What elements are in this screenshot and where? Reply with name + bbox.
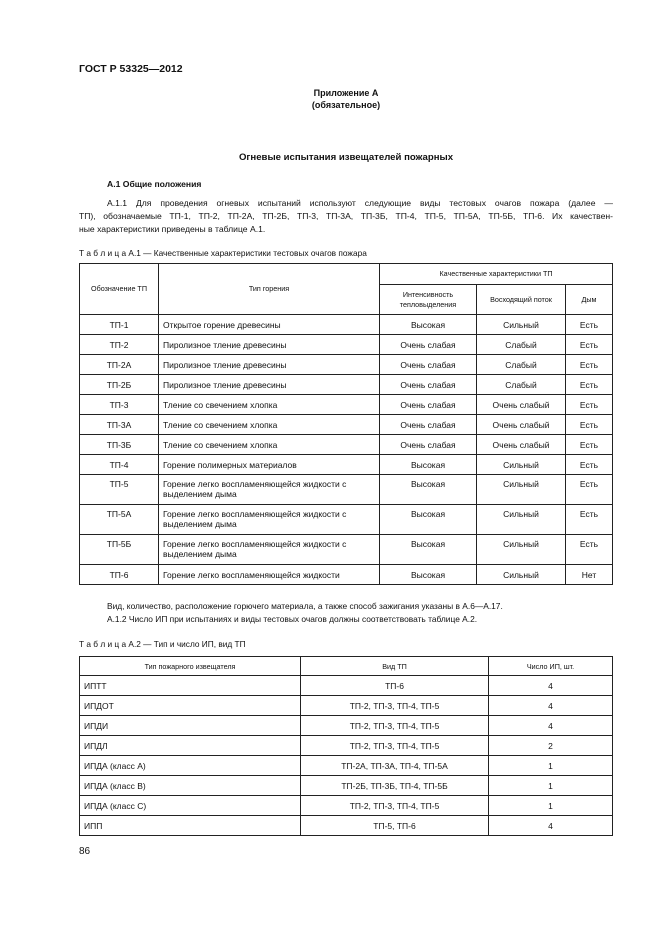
table-row xyxy=(80,676,613,696)
cell-fire-type: ТП-2, ТП-3, ТП-4, ТП-5 xyxy=(301,796,489,816)
cell-smoke: Есть xyxy=(566,375,613,395)
cell-updraft: Сильный xyxy=(477,565,566,585)
cell-smoke: Есть xyxy=(566,535,613,565)
document-id: ГОСТ Р 53325—2012 xyxy=(79,63,183,75)
cell-updraft: Очень слабый xyxy=(477,415,566,435)
cell-smoke: Есть xyxy=(566,315,613,335)
cell-designation: ТП-3Б xyxy=(80,435,159,455)
cell-combustion-type: Пиролизное тление древесины xyxy=(159,335,380,355)
table-row xyxy=(80,355,613,375)
cell-combustion-type: Горение легко воспламеняющейся жидкости с выделением дыма xyxy=(159,475,380,505)
table-row xyxy=(80,796,613,816)
cell-designation: ТП-2 xyxy=(80,335,159,355)
cell-detector-type: ИПДА (класс С) xyxy=(80,796,301,816)
cell-combustion-type: Пиролизное тление древесины xyxy=(159,355,380,375)
table1-caption: Т а б л и ц а А.1 — Качественные характеристики тестовых очагов пожара xyxy=(79,248,367,258)
section-title: Огневые испытания извещателей пожарных xyxy=(238,152,454,163)
header-combustion-type: Тип горения xyxy=(159,264,380,315)
cell-intensity: Очень слабая xyxy=(380,435,477,455)
cell-count: 1 xyxy=(489,756,613,776)
header-intensity: Интенсивность тепловыделения xyxy=(380,285,477,315)
cell-smoke: Нет xyxy=(566,565,613,585)
cell-detector-type: ИПТТ xyxy=(80,676,301,696)
cell-count: 1 xyxy=(489,796,613,816)
cell-fire-type: ТП-5, ТП-6 xyxy=(301,816,489,836)
cell-intensity: Высокая xyxy=(380,455,477,475)
header-fire-type: Вид ТП xyxy=(301,657,489,676)
table-row xyxy=(80,756,613,776)
paragraph-line: ные характеристики приведены в таблице А.1. xyxy=(79,224,266,234)
cell-intensity: Высокая xyxy=(380,505,477,535)
cell-updraft: Сильный xyxy=(477,535,566,565)
header-qualitative: Качественные характеристики ТП xyxy=(380,264,613,285)
cell-smoke: Есть xyxy=(566,455,613,475)
table-row xyxy=(80,475,613,505)
table-a1 xyxy=(79,263,613,585)
cell-fire-type: ТП-2А, ТП-3А, ТП-4, ТП-5А xyxy=(301,756,489,776)
cell-designation: ТП-1 xyxy=(80,315,159,335)
cell-combustion-type: Тление со свечением хлопка xyxy=(159,395,380,415)
cell-designation: ТП-5Б xyxy=(80,535,159,565)
cell-count: 1 xyxy=(489,776,613,796)
cell-intensity: Очень слабая xyxy=(380,375,477,395)
cell-intensity: Высокая xyxy=(380,475,477,505)
cell-detector-type: ИПДА (класс А) xyxy=(80,756,301,776)
cell-updraft: Сильный xyxy=(477,455,566,475)
page-number: 86 xyxy=(79,846,91,857)
cell-updraft: Слабый xyxy=(477,355,566,375)
subsection-title: А.1 Общие положения xyxy=(107,179,202,189)
cell-designation: ТП-4 xyxy=(80,455,159,475)
cell-intensity: Очень слабая xyxy=(380,395,477,415)
cell-intensity: Высокая xyxy=(380,565,477,585)
cell-updraft: Очень слабый xyxy=(477,435,566,455)
cell-designation: ТП-5А xyxy=(80,505,159,535)
cell-updraft: Слабый xyxy=(477,375,566,395)
cell-combustion-type: Пиролизное тление древесины xyxy=(159,375,380,395)
cell-updraft: Сильный xyxy=(477,475,566,505)
table-row xyxy=(80,415,613,435)
header-updraft: Восходящий поток xyxy=(477,285,566,315)
cell-detector-type: ИПДИ xyxy=(80,716,301,736)
annex-title: Приложение А xyxy=(313,88,379,98)
cell-intensity: Очень слабая xyxy=(380,415,477,435)
cell-count: 4 xyxy=(489,816,613,836)
table-row xyxy=(80,395,613,415)
table-row xyxy=(80,315,613,335)
cell-combustion-type: Тление со свечением хлопка xyxy=(159,415,380,435)
cell-designation: ТП-2Б xyxy=(80,375,159,395)
cell-designation: ТП-2А xyxy=(80,355,159,375)
cell-fire-type: ТП-2, ТП-3, ТП-4, ТП-5 xyxy=(301,696,489,716)
cell-combustion-type: Горение легко воспламеняющейся жидкости xyxy=(159,565,380,585)
header-smoke: Дым xyxy=(566,285,613,315)
annex-subtitle: (обязательное) xyxy=(311,100,381,110)
annex-heading xyxy=(79,87,613,111)
cell-intensity: Высокая xyxy=(380,315,477,335)
table2-caption: Т а б л и ц а А.2 — Тип и число ИП, вид ТП xyxy=(79,639,246,649)
cell-detector-type: ИПДА (класс В) xyxy=(80,776,301,796)
paragraph-line: ТП), обозначаемые ТП-1, ТП-2, ТП-2А, ТП-2Б, ТП-3, ТП-3А, ТП-3Б, ТП-4, ТП-5, ТП-5А, ТП-5Б, ТП-6. Их качествен- xyxy=(79,211,613,221)
cell-smoke: Есть xyxy=(566,355,613,375)
cell-designation: ТП-6 xyxy=(80,565,159,585)
cell-count: 4 xyxy=(489,676,613,696)
cell-combustion-type: Горение легко воспламеняющейся жидкости с выделением дыма xyxy=(159,535,380,565)
cell-detector-type: ИПП xyxy=(80,816,301,836)
cell-smoke: Есть xyxy=(566,475,613,505)
cell-fire-type: ТП-6 xyxy=(301,676,489,696)
cell-designation: ТП-3А xyxy=(80,415,159,435)
header-designation: Обозначение ТП xyxy=(80,264,159,315)
cell-count: 4 xyxy=(489,696,613,716)
cell-updraft: Слабый xyxy=(477,335,566,355)
cell-smoke: Есть xyxy=(566,435,613,455)
cell-smoke: Есть xyxy=(566,335,613,355)
cell-intensity: Очень слабая xyxy=(380,335,477,355)
header-detector-type: Тип пожарного извещателя xyxy=(80,657,301,676)
table-row xyxy=(80,776,613,796)
cell-combustion-type: Горение полимерных материалов xyxy=(159,455,380,475)
paragraph-a12: А.1.2 Число ИП при испытаниях и виды тестовых очагов должны соответствовать таблице А.2. xyxy=(107,614,478,624)
cell-combustion-type: Открытое горение древесины xyxy=(159,315,380,335)
table-row xyxy=(80,736,613,756)
table-row xyxy=(80,455,613,475)
cell-combustion-type: Горение легко воспламеняющейся жидкости с выделением дыма xyxy=(159,505,380,535)
cell-updraft: Сильный xyxy=(477,505,566,535)
table-row xyxy=(80,505,613,535)
cell-count: 2 xyxy=(489,736,613,756)
cell-detector-type: ИПДЛ xyxy=(80,736,301,756)
cell-fire-type: ТП-2, ТП-3, ТП-4, ТП-5 xyxy=(301,716,489,736)
paragraph-line: А.1.1 Для проведения огневых испытаний используют следующие виды тестовых очагов пожара (далее — xyxy=(107,198,613,208)
cell-intensity: Очень слабая xyxy=(380,355,477,375)
cell-designation: ТП-5 xyxy=(80,475,159,505)
cell-detector-type: ИПДОТ xyxy=(80,696,301,716)
cell-updraft: Очень слабый xyxy=(477,395,566,415)
cell-smoke: Есть xyxy=(566,505,613,535)
cell-fire-type: ТП-2, ТП-3, ТП-4, ТП-5 xyxy=(301,736,489,756)
table-row xyxy=(80,816,613,836)
cell-smoke: Есть xyxy=(566,415,613,435)
table-row xyxy=(80,696,613,716)
table-row xyxy=(80,535,613,565)
paragraph-a11 xyxy=(79,197,613,236)
cell-count: 4 xyxy=(489,716,613,736)
table-row xyxy=(80,435,613,455)
table-a2 xyxy=(79,656,613,836)
cell-intensity: Высокая xyxy=(380,535,477,565)
table-row xyxy=(80,716,613,736)
paragraph-line: Вид, количество, расположение горючего материала, а также способ зажигания указаны в А.6—А.17. xyxy=(107,601,503,611)
table-row xyxy=(80,565,613,585)
header-count: Число ИП, шт. xyxy=(489,657,613,676)
table-row xyxy=(80,375,613,395)
cell-smoke: Есть xyxy=(566,395,613,415)
cell-designation: ТП-3 xyxy=(80,395,159,415)
cell-combustion-type: Тление со свечением хлопка xyxy=(159,435,380,455)
cell-fire-type: ТП-2Б, ТП-3Б, ТП-4, ТП-5Б xyxy=(301,776,489,796)
table-row xyxy=(80,335,613,355)
cell-updraft: Сильный xyxy=(477,315,566,335)
